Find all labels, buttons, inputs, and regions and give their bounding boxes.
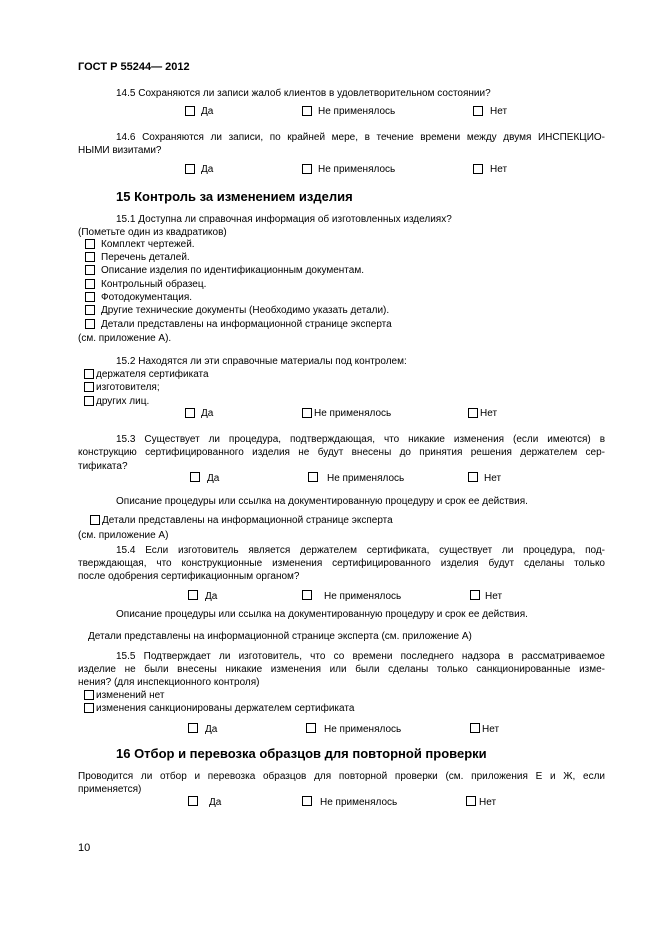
question-15-5-line3: нения? (для инспекционного контроля) (78, 677, 260, 688)
question-15-1-hint: (Пометьте один из квадратиков) (78, 227, 227, 238)
checkbox-15-2-yes[interactable] (185, 408, 195, 418)
option-yes-label: Да (207, 473, 220, 484)
list-item: Контрольный образец. (101, 279, 207, 290)
procedure-description: Описание процедуры или ссылка на документированную процедуру и срок ее действия. (116, 496, 528, 507)
question-15-4-line2: тверждающая, что конструкционные изменения сертифицированного изделия будут сделаны только (78, 558, 605, 569)
checkbox-14-6-na[interactable] (302, 164, 312, 174)
question-15-5-line1: 15.5 Подтверждает ли изготовитель, что со времени последнего надзора в рассматриваемое (116, 651, 605, 662)
checkbox-15-2-na[interactable] (302, 408, 312, 418)
question-15-1: 15.1 Доступна ли справочная информация об изготовленных изделиях? (116, 214, 452, 225)
option-yes-label: Да (201, 106, 214, 117)
checkbox-15-2-others[interactable] (84, 396, 94, 406)
checkbox-15-3-no[interactable] (468, 472, 478, 482)
checkbox-15-2-manufacturer[interactable] (84, 382, 94, 392)
option-na-label: Не применялось (320, 797, 398, 808)
list-item: Детали представлены на информационной странице эксперта (101, 319, 392, 330)
checkbox-15-3-na[interactable] (308, 472, 318, 482)
checkbox-15-5-no[interactable] (470, 723, 480, 733)
option-no-label: Нет (485, 591, 503, 602)
question-15-3-line3: тификата? (78, 461, 128, 472)
checkbox-14-5-no[interactable] (473, 106, 483, 116)
section-16-title: 16 Отбор и перевозка образцов для повторной проверки (116, 746, 487, 761)
checkbox-15-5-no-changes[interactable] (84, 690, 94, 700)
list-item: Комплект чертежей. (101, 239, 195, 250)
option-no-label: Нет (484, 473, 502, 484)
checkbox-14-5-na[interactable] (302, 106, 312, 116)
question-15-2: 15.2 Находятся ли эти справочные материалы под контролем: (116, 356, 407, 367)
question-15-3-line2: конструкцию сертифицированного изделия не будут внесены до принятия решения держателем сер- (78, 447, 605, 458)
list-item: Описание изделия по идентификационным документам. (101, 265, 364, 276)
procedure-description: Описание процедуры или ссылка на документированную процедуру и срок ее действия. (116, 609, 528, 620)
option-yes-label: Да (201, 164, 214, 175)
option-na-label: Не применялось (324, 724, 402, 735)
checkbox-15-1-expert-page[interactable] (85, 319, 95, 329)
checkbox-15-1-sample[interactable] (85, 279, 95, 289)
checkbox-15-5-authorized[interactable] (84, 703, 94, 713)
list-item: Другие технические документы (Необходимо указать детали). (101, 305, 390, 316)
checkbox-15-2-no[interactable] (468, 408, 478, 418)
checkbox-15-1-parts[interactable] (85, 252, 95, 262)
checkbox-15-1-drawings[interactable] (85, 239, 95, 249)
list-item: изготовителя; (96, 382, 160, 393)
question-16-line2: применяется) (78, 784, 142, 795)
checkbox-14-6-yes[interactable] (185, 164, 195, 174)
option-no-label: Нет (482, 724, 500, 735)
option-na-label: Не применялось (327, 473, 405, 484)
question-14-6-line1: 14.6 Сохраняются ли записи, по крайней мере, в течение времени между двумя ИНСПЕКЦИО- (116, 132, 605, 143)
checkbox-15-3-expert-page[interactable] (90, 515, 100, 525)
section-15-title: 15 Контроль за изменением изделия (116, 189, 353, 204)
option-yes-label: Да (201, 408, 214, 419)
checkbox-14-5-yes[interactable] (185, 106, 195, 116)
question-15-5-line2: изделие не были внесены никакие изменения или были сделаны только санкционированные изме- (78, 664, 605, 675)
appendix-reference: (см. приложение А). (78, 333, 172, 344)
question-14-6-line2: НЫМИ визитами? (78, 145, 162, 156)
checkbox-16-na[interactable] (302, 796, 312, 806)
list-item: держателя сертификата (96, 369, 209, 380)
document-header: ГОСТ Р 55244— 2012 (78, 61, 190, 73)
list-item: других лиц. (96, 396, 150, 407)
option-no-label: Нет (480, 408, 498, 419)
option-na-label: Не применялось (318, 106, 396, 117)
option-yes-label: Да (205, 724, 218, 735)
option-no-label: Нет (479, 797, 497, 808)
checkbox-16-no[interactable] (466, 796, 476, 806)
option-yes-label: Да (209, 797, 222, 808)
option-no-label: Нет (490, 164, 508, 175)
expert-page-details: Детали представлены на информационной странице эксперта (102, 515, 393, 526)
checkbox-15-5-na[interactable] (306, 723, 316, 733)
list-item: Перечень деталей. (101, 252, 190, 263)
checkbox-15-4-na[interactable] (302, 590, 312, 600)
option-na-label: Не применялось (314, 408, 392, 419)
option-yes-label: Да (205, 591, 218, 602)
checkbox-16-yes[interactable] (188, 796, 198, 806)
list-item: Фотодокументация. (101, 292, 193, 303)
question-15-4-line1: 15.4 Если изготовитель является держателем сертификата, существует ли процедура, под- (116, 545, 605, 556)
page-number: 10 (78, 842, 91, 854)
question-14-5: 14.5 Сохраняются ли записи жалоб клиентов в удовлетворительном состоянии? (116, 88, 491, 99)
checkbox-15-4-yes[interactable] (188, 590, 198, 600)
checkbox-15-3-yes[interactable] (190, 472, 200, 482)
expert-page-details: Детали представлены на информационной странице эксперта (см. приложение А) (88, 631, 472, 642)
checkbox-15-1-photo[interactable] (85, 292, 95, 302)
checkbox-15-2-holder[interactable] (84, 369, 94, 379)
checkbox-14-6-no[interactable] (473, 164, 483, 174)
checkbox-15-1-description[interactable] (85, 265, 95, 275)
checkbox-15-5-yes[interactable] (188, 723, 198, 733)
option-na-label: Не применялось (318, 164, 396, 175)
question-16-line1: Проводится ли отбор и перевозка образцов для повторной проверки (см. приложения Е и Ж, если (78, 771, 605, 782)
appendix-reference: (см. приложение А) (78, 530, 169, 541)
checkbox-15-4-no[interactable] (470, 590, 480, 600)
question-15-4-line3: после одобрения сертификационным органом? (78, 571, 300, 582)
list-item: изменений нет (96, 690, 165, 701)
checkbox-15-1-other-docs[interactable] (85, 305, 95, 315)
list-item: изменения санкционированы держателем сертификата (96, 703, 355, 714)
option-no-label: Нет (490, 106, 508, 117)
option-na-label: Не применялось (324, 591, 402, 602)
question-15-3-line1: 15.3 Существует ли процедура, подтверждающая, что никакие изменения (если имеются) в (116, 434, 605, 445)
